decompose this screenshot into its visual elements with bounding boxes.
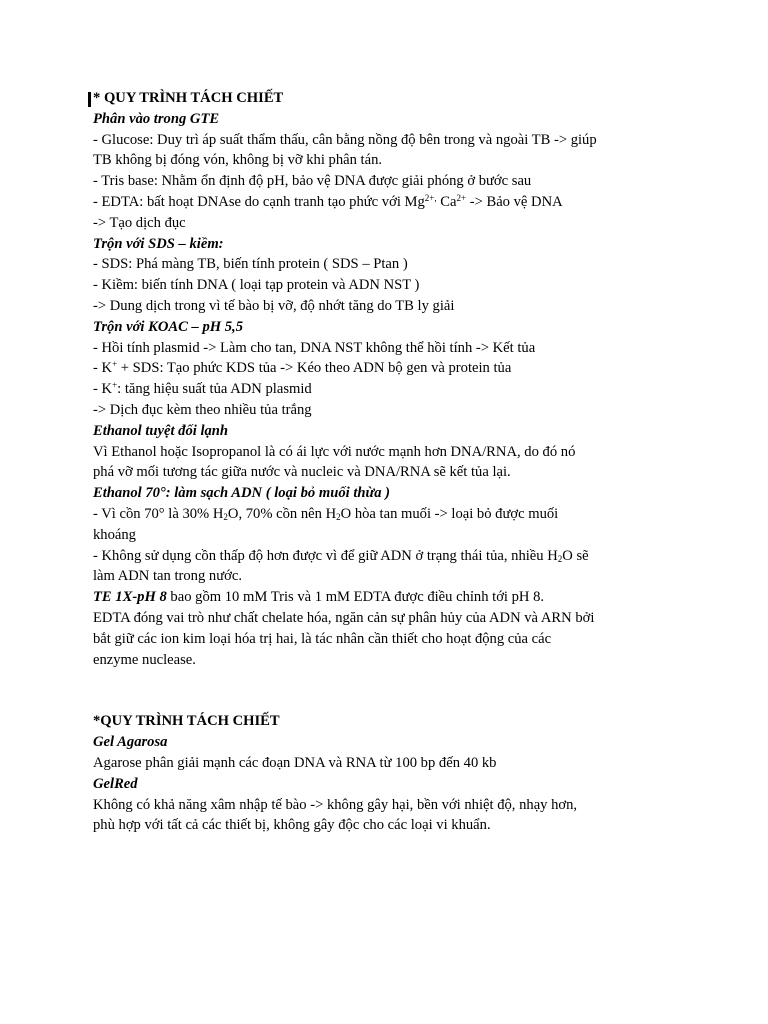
ethanol70-heading: Ethanol 70°: làm sạch ADN ( loại bỏ muối thừa ) [93, 485, 391, 502]
koac-line-3 [93, 379, 728, 400]
sds-line-1: - SDS: Phá màng TB, biến tính protein ( SDS – Ptan ) [93, 256, 408, 273]
section-title-2: *QUY TRÌNH TÁCH CHIẾT [93, 713, 280, 730]
koac-line-2-a: - K [93, 360, 113, 377]
koac-line-1: - Hồi tính plasmid -> Làm cho tan, DNA NST không thể hồi tính -> Kết tủa [93, 339, 536, 356]
ethanol70-line-2: khoáng [93, 526, 136, 543]
gte-glucose-line-2: TB không bị đóng vón, không bị vỡ khi phân tán. [93, 152, 383, 169]
koac-line-2 [93, 358, 728, 379]
te-label: TE 1X-pH 8 [93, 589, 167, 606]
ethanol70-line-1-b: O, 70% cồn nên H [227, 505, 337, 522]
koac-line-3-b: : tăng hiệu suất tủa ADN plasmid [117, 381, 312, 398]
gte-edta-text-c: -> Bảo vệ DNA [466, 193, 563, 210]
gte-heading: Phân vào trong GTE [93, 110, 220, 127]
gte-edta-sup-1: 2+, [424, 192, 437, 203]
gte-tris-line: - Tris base: Nhằm ổn định độ pH, bảo vệ DNA được giải phóng ở bước sau [93, 173, 532, 190]
gte-glucose-line-1: - Glucose: Duy trì áp suất thẩm thấu, cân bằng nồng độ bên trong và ngoài TB -> giúp [93, 131, 597, 148]
gte-edta-text-b: Ca [436, 193, 457, 210]
gelred-line-2: phù hợp với tất cả các thiết bị, không gây độc cho các loại vi khuẩn. [93, 817, 491, 834]
sds-result-line: -> Dung dịch trong vì tế bào bị vỡ, độ nhớt tăng do TB ly giải [93, 297, 455, 314]
koac-line-3-sup: + [112, 380, 118, 391]
gelred-line-1: Không có khả năng xâm nhập tế bào -> không gây hại, bền với nhiệt độ, nhạy hơn, [93, 796, 578, 813]
te-text: bao gồm 10 mM Tris và 1 mM EDTA được điều chỉnh tới pH 8. [166, 589, 545, 606]
ethanol70-line-3-sub: 2 [557, 553, 563, 564]
ethanol-heading: Ethanol tuyệt đối lạnh [93, 422, 229, 439]
gte-result-line: -> Tạo dịch đục [93, 214, 186, 231]
section-title-1: * QUY TRÌNH TÁCH CHIẾT [93, 90, 284, 106]
edta-line-1: EDTA đóng vai trò như chất chelate hóa, ngăn cản sự phân hủy của ADN và ARN bởi [93, 609, 595, 626]
ethanol-line-1: Vì Ethanol hoặc Isopropanol là có ái lực với nước mạnh hơn DNA/RNA, do đó nó [93, 443, 576, 460]
ethanol70-line-1-c: O hòa tan muối -> loại bỏ được muối [340, 505, 559, 522]
ethanol70-line-3-a: - Không sử dụng cồn thấp độ hơn được vì để giữ ADN ở trạng thái tủa, nhiều H [93, 547, 558, 564]
koac-line-2-sup: + [112, 359, 118, 370]
section-spacer [93, 670, 728, 711]
koac-result-line: -> Dịch đục kèm theo nhiều tủa trắng [93, 401, 312, 418]
koac-heading: Trộn với KOAC – pH 5,5 [93, 318, 243, 335]
te-line [93, 587, 728, 608]
koac-line-2-b: + SDS: Tạo phức KDS tủa -> Kéo theo ADN bộ gen và protein tủa [117, 360, 512, 377]
gelred-heading: GelRed [93, 775, 138, 792]
gel-agarosa-heading: Gel Agarosa [93, 734, 168, 751]
gel-agarosa-line: Agarose phân giải mạnh các đoạn DNA và RNA từ 100 bp đến 40 kb [93, 754, 497, 771]
text-cursor-marker [88, 92, 91, 107]
koac-line-3-a: - K [93, 381, 113, 398]
edta-line-2: bắt giữ các ion kim loại hóa trị hai, là tác nhân cần thiết cho hoạt động của các [93, 630, 552, 647]
sds-heading: Trộn với SDS – kiềm: [93, 235, 224, 252]
ethanol70-line-3-b: O sẽ [562, 547, 589, 564]
ethanol-line-2: phá vỡ mối tương tác giữa nước và nucleic và DNA/RNA sẽ kết tủa lại. [93, 464, 511, 481]
gte-edta-sup-2: 2+ [456, 192, 467, 203]
ethanol70-line-1-sub-1: 2 [223, 511, 228, 522]
edta-line-3: enzyme nuclease. [93, 651, 196, 668]
ethanol70-line-1 [93, 504, 728, 525]
ethanol70-line-1-a: - Vì cồn 70° là 30% H [93, 505, 224, 522]
gte-edta-text-a: - EDTA: bất hoạt DNAse do cạnh tranh tạo phức với Mg [93, 193, 425, 210]
ethanol70-line-4: làm ADN tan trong nước. [93, 568, 242, 585]
gte-edta-line [93, 192, 728, 213]
ethanol70-line-1-sub-2: 2 [336, 511, 341, 522]
ethanol70-line-3 [93, 546, 728, 567]
sds-line-2: - Kiềm: biến tính DNA ( loại tạp protein và ADN NST ) [93, 277, 420, 294]
